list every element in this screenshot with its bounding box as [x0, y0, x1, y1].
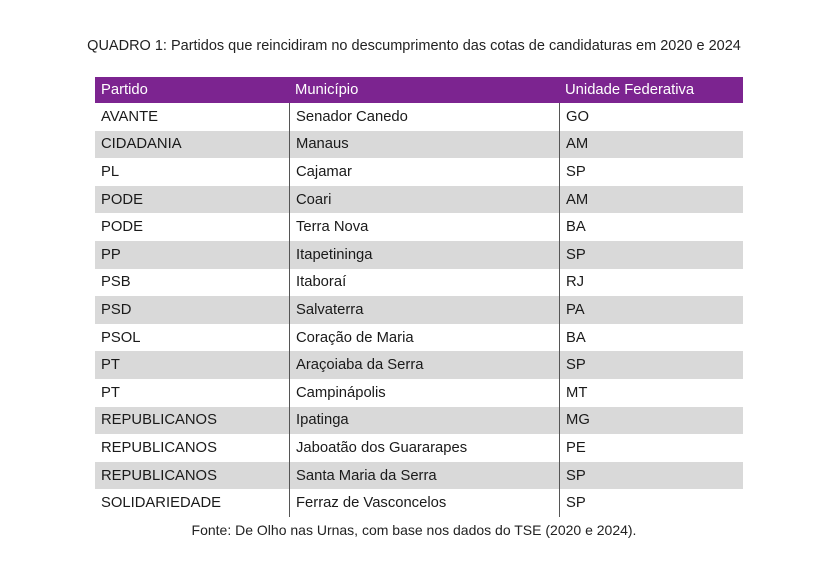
table-row — [95, 131, 743, 159]
cell-partido: AVANTE — [101, 108, 159, 125]
cell-uf: BA — [559, 324, 743, 352]
cell-partido: REPUBLICANOS — [101, 412, 217, 429]
cell-uf: MG — [559, 407, 743, 435]
header-partido: Partido — [101, 82, 148, 98]
cell-municipio: Araçoiaba da Serra — [289, 351, 559, 379]
cell-uf: AM — [559, 131, 743, 159]
cell-partido: PL — [101, 163, 120, 180]
cell-municipio: Senador Canedo — [289, 103, 559, 131]
table-row — [95, 379, 743, 407]
cell-municipio: Coração de Maria — [289, 324, 559, 352]
cell-partido: PT — [101, 384, 120, 401]
cell-municipio: Jaboatão dos Guararapes — [289, 434, 559, 462]
cell-partido: PSD — [101, 301, 132, 318]
cell-uf: PE — [559, 434, 743, 462]
table-row — [95, 407, 743, 435]
table-row — [95, 489, 743, 517]
table-row — [95, 351, 743, 379]
cell-partido: SOLIDARIEDADE — [101, 495, 222, 512]
cell-partido: CIDADANIA — [101, 136, 182, 153]
cell-partido: PSOL — [101, 329, 141, 346]
table-row — [95, 462, 743, 490]
cell-partido: PSB — [101, 274, 131, 291]
cell-partido: REPUBLICANOS — [101, 439, 217, 456]
table-row — [95, 213, 743, 241]
cell-municipio: Itapetininga — [289, 241, 559, 269]
cell-uf: AM — [559, 186, 743, 214]
cell-uf: RJ — [559, 269, 743, 297]
header-municipio: Município — [295, 82, 359, 98]
cell-municipio: Campinápolis — [289, 379, 559, 407]
cell-municipio: Terra Nova — [289, 213, 559, 241]
party-table — [95, 77, 743, 517]
cell-uf: SP — [559, 462, 743, 490]
cell-uf: SP — [559, 351, 743, 379]
cell-partido: PP — [101, 246, 121, 263]
cell-municipio: Cajamar — [289, 158, 559, 186]
cell-uf: SP — [559, 158, 743, 186]
cell-municipio: Ferraz de Vasconcelos — [289, 489, 559, 517]
cell-uf: SP — [559, 489, 743, 517]
cell-municipio: Santa Maria da Serra — [289, 462, 559, 490]
table-body — [95, 103, 743, 517]
header-uf: Unidade Federativa — [565, 82, 695, 98]
cell-uf: PA — [559, 296, 743, 324]
cell-partido: PODE — [101, 191, 143, 208]
cell-uf: BA — [559, 213, 743, 241]
table-row — [95, 434, 743, 462]
table-row — [95, 103, 743, 131]
cell-uf: MT — [559, 379, 743, 407]
cell-municipio: Ipatinga — [289, 407, 559, 435]
table-header-row — [95, 77, 743, 103]
table-row — [95, 324, 743, 352]
table-title: QUADRO 1: Partidos que reincidiram no descumprimento das cotas de candidaturas em 2020 e 2024 — [87, 38, 741, 54]
cell-uf: SP — [559, 241, 743, 269]
source-note: Fonte: De Olho nas Urnas, com base nos dados do TSE (2020 e 2024). — [191, 522, 637, 538]
cell-partido: PODE — [101, 219, 143, 236]
cell-municipio: Salvaterra — [289, 296, 559, 324]
cell-municipio: Coari — [289, 186, 559, 214]
table-row — [95, 158, 743, 186]
table-row — [95, 186, 743, 214]
table-row — [95, 296, 743, 324]
cell-municipio: Itaboraí — [289, 269, 559, 297]
table-row — [95, 269, 743, 297]
cell-partido: PT — [101, 357, 120, 374]
cell-partido: REPUBLICANOS — [101, 467, 217, 484]
cell-uf: GO — [559, 103, 743, 131]
cell-municipio: Manaus — [289, 131, 559, 159]
table-row — [95, 241, 743, 269]
